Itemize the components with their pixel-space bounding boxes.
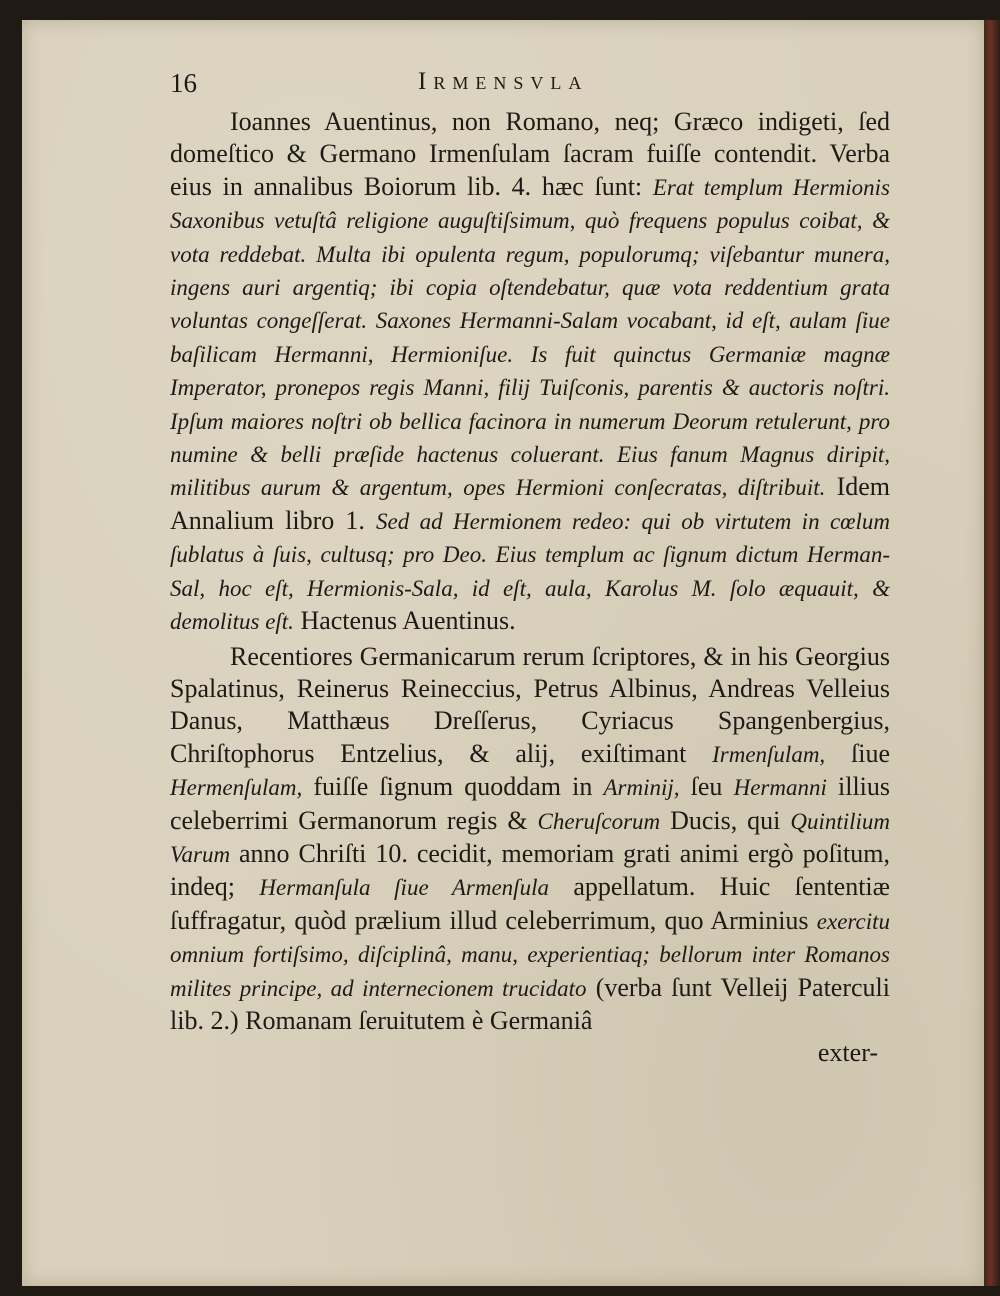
- italic-run: Hermenſulam,: [170, 775, 303, 801]
- quotation-run: Erat templum Hermionis Saxonibus vetuſtâ religione auguſtiſsimum, quò frequens populus coibat, & vota reddebat. Multa ibi opulenta regum, populorumq; viſebantur munera, ingens auri argentiq; ibi copia oſtendebatur, quæ vota reddentium grata voluntas congeſſerat. Saxones Hermanni-Salam vocabant, id eſt, aulam ſiue baſilicam Hermanni, Hermioniſue. Is fuit quinctus Germaniæ magnæ Imperator, pronepos regis Manni, filij Tuiſconis, parentis & auctoris noſtri. Ipſum maiores noſtri ob bellica facinora in numerum Deorum retulerunt, pro numine & belli præſide hactenus coluerant. Eius fanum Magnus diripit, militibus aurum & argentum, opes Hermioni conſecratas, diſtribuit.: [170, 174, 890, 501]
- text-run: appellatum. Huic ſententiæ ſuffragatur, quòd prælium illud celeberrimum, quo Arminius: [170, 872, 890, 935]
- italic-run: Irmenſulam,: [712, 741, 826, 767]
- catchword: exter-: [817, 1038, 878, 1068]
- italic-run: Cheruſcorum: [537, 808, 661, 834]
- running-head: [170, 62, 890, 106]
- running-title: [418, 68, 588, 96]
- italic-run: Arminij,: [603, 775, 680, 801]
- running-title-rest: RMENSVLA: [433, 73, 589, 93]
- quotation-run: Sed ad Hermionem redeo: qui ob virtutem in cœlum ſublatus à ſuis, cultusq; pro Deo. Eius templum ac ſignum dictum Herman-Sal, hoc eſt, Hermionis-Sala, id eſt, aula, Karolus M. ſolo æquauit, & demolitus eſt.: [170, 508, 891, 635]
- text-run: Ducis, qui: [660, 805, 791, 835]
- text-run: (verba ſunt Velleij Paterculi lib. 2.) Romanam ſeruitutem è Germaniâ: [170, 972, 890, 1035]
- text-run: Idem Annalium libro 1.: [170, 472, 891, 535]
- text-run: Ioannes Auentinus, non Romano, neq; Græco indigeti, ſed domeſtico & Germano Irmenſulam ſacram fuiſſe contendit. Verba eius in annalibus Boiorum lib. 4. hæc ſunt:: [170, 107, 890, 201]
- text-run: Recentiores Germanicarum rerum ſcriptores, & in his Georgius Spalatinus, Reinerus Reineccius, Petrus Albinus, Andreas Velleius Danus, Matthæus Dreſſerus, Cyriacus Spangenbergius, Chriſtophorus Entzelius, & alij, exiſtimant: [170, 641, 890, 768]
- running-title-initial: I: [418, 68, 434, 95]
- italic-run: Hermanſula ſiue Armenſula: [259, 875, 549, 901]
- binding-edge: [984, 20, 1000, 1286]
- text-run: anno Chriſti 10. cecidit, memoriam grati animi ergò poſitum, indeq;: [170, 838, 890, 902]
- paragraph-auentinus: [170, 106, 890, 639]
- italic-run: Quintilium Varum: [170, 808, 890, 867]
- text-run: fuiſſe ſignum quoddam in: [302, 772, 604, 802]
- text-run: ſeu: [679, 772, 734, 802]
- text-run: Hactenus Auentinus.: [293, 606, 516, 636]
- text-run: ſiue: [825, 738, 890, 768]
- page-number: 16: [170, 68, 197, 98]
- paragraph-recentiores: [170, 641, 890, 1038]
- italic-run: Hermanni: [733, 775, 827, 801]
- text-run: illius celeberrimi Germanorum regis &: [170, 772, 891, 835]
- page-content: [170, 62, 890, 1069]
- italic-run: exercitu omnium fortiſsimo, diſciplinâ, manu, experientiaq; bellorum inter Romanos milites principe, ad internecionem trucidato: [170, 908, 890, 1001]
